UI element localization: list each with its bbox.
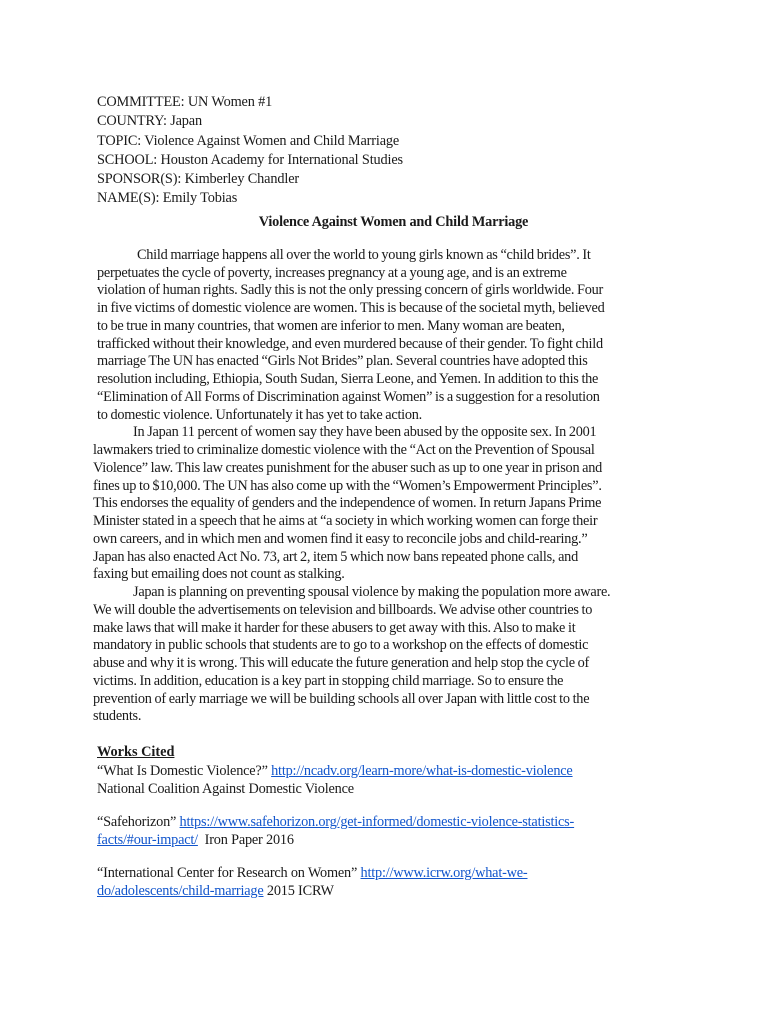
topic-line: TOPIC: Violence Against Women and Child Marriage [97,132,400,149]
paragraph-line: “Elimination of All Forms of Discrimination against Women” is a suggestion for a resolution [97,388,600,405]
works-cited-heading: Works Cited [97,744,175,761]
citation-title: “Safehorizon” [97,814,177,831]
citation-1 [97,762,668,798]
paragraph-line: marriage The UN has enacted “Girls Not Brides” plan. Several countries have adopted this [97,353,588,370]
paragraph-line: abuse and why it is wrong. This will educate the future generation and help stop the cycle of [93,655,590,672]
paragraph-line: victims. In addition, education is a key part in stopping child marriage. So to ensure the [93,672,564,689]
paragraph-line: trafficked without their knowledge, and even murdered because of their gender. To fight child [97,335,603,352]
citation-link[interactable]: http://www.icrw.org/what-we- [360,865,528,882]
citation-link[interactable]: http://ncadv.org/learn-more/what-is-domestic-violence [271,763,573,780]
paragraph-line: fines up to $10,000. The UN has also come up with the “Women’s Empowerment Principles”. [93,477,602,494]
paragraph-line: faxing but emailing does not count as stalking. [93,566,345,583]
paragraph-line: resolution including, Ethiopia, South Sudan, Sierra Leone, and Yemen. In addition to this the [97,371,599,388]
citation-source: 2015 ICRW [263,883,334,900]
paragraph-line: to be true in many countries, that women are inferior to men. Many woman are beaten, [97,317,565,334]
document-title: Violence Against Women and Child Marriage [258,213,529,230]
country-line: COUNTRY: Japan [97,113,203,130]
paragraph-line: prevention of early marriage we will be building schools all over Japan with little cost to the [93,690,590,707]
paragraph-line: Japan is planning on preventing spousal violence by making the population more aware. [133,584,611,601]
paragraph-line: Japan has also enacted Act No. 73, art 2, item 5 which now bans repeated phone calls, and [93,548,578,565]
paragraph-line: make laws that will make it harder for these abusers to get away with this. Also to make it [93,619,576,636]
paragraph-line: In Japan 11 percent of women say they have been abused by the opposite sex. In 2001 [133,424,597,441]
sponsor-line: SPONSOR(S): Kimberley Chandler [97,171,300,188]
citation-link[interactable]: https://www.safehorizon.org/get-informed/domestic-violence-statistics- [179,814,575,831]
school-line: SCHOOL: Houston Academy for International Studies [97,151,403,168]
paragraph-3 [93,584,668,726]
citation-3 [97,864,668,900]
paragraph-line: mandatory in public schools that students are to go to a workshop on the effects of domestic [93,637,589,654]
citation-title: “What Is Domestic Violence?” [97,763,268,780]
citation-title: “International Center for Research on Women” [97,865,358,882]
paragraph-line: Child marriage happens all over the world to young girls known as “child brides”. It [137,246,591,263]
paragraph-line: Violence” law. This law creates punishment for the abuser such as up to one year in prison and [93,459,603,476]
paragraph-1 [97,247,668,425]
paragraph-line: own careers, and in which men and women find it easy to reconcile jobs and child-rearing.” [93,530,588,547]
citation-source: Iron Paper 2016 [197,832,294,849]
citation-source: National Coalition Against Domestic Violence [97,781,354,798]
paragraph-line: We will double the advertisements on television and billboards. We advise other countries to [93,601,593,618]
committee-line: COMMITTEE: UN Women #1 [97,94,273,110]
paragraph-line: to domestic violence. Unfortunately it has yet to take action. [97,406,423,423]
citation-link-continued[interactable]: do/adolescents/child-marriage [97,883,264,900]
paragraph-line: This endorses the equality of genders and the independence of women. In return Japans Prime [93,495,602,512]
paragraph-line: students. [93,708,142,725]
paragraph-line: in five victims of domestic violence are women. This is because of the societal myth, believed [97,300,605,317]
essay-body [93,246,668,726]
citation-link-continued[interactable]: facts/#our-impact/ [97,832,198,849]
citation-2 [97,813,668,849]
paragraph-line: violation of human rights. Sadly this is not the only pressing concern of girls worldwide. Four [97,282,604,299]
paragraph-line: perpetuates the cycle of poverty, increases pregnancy at a young age, and is an extreme [97,264,567,281]
paragraph-2 [93,424,668,584]
author-name-line: NAME(S): Emily Tobias [97,190,238,207]
paragraph-line: Minister stated in a speech that he aims at “a society in which working women can forge their [93,513,598,530]
paragraph-line: lawmakers tried to criminalize domestic violence with the “Act on the Prevention of Spousal [93,442,595,459]
